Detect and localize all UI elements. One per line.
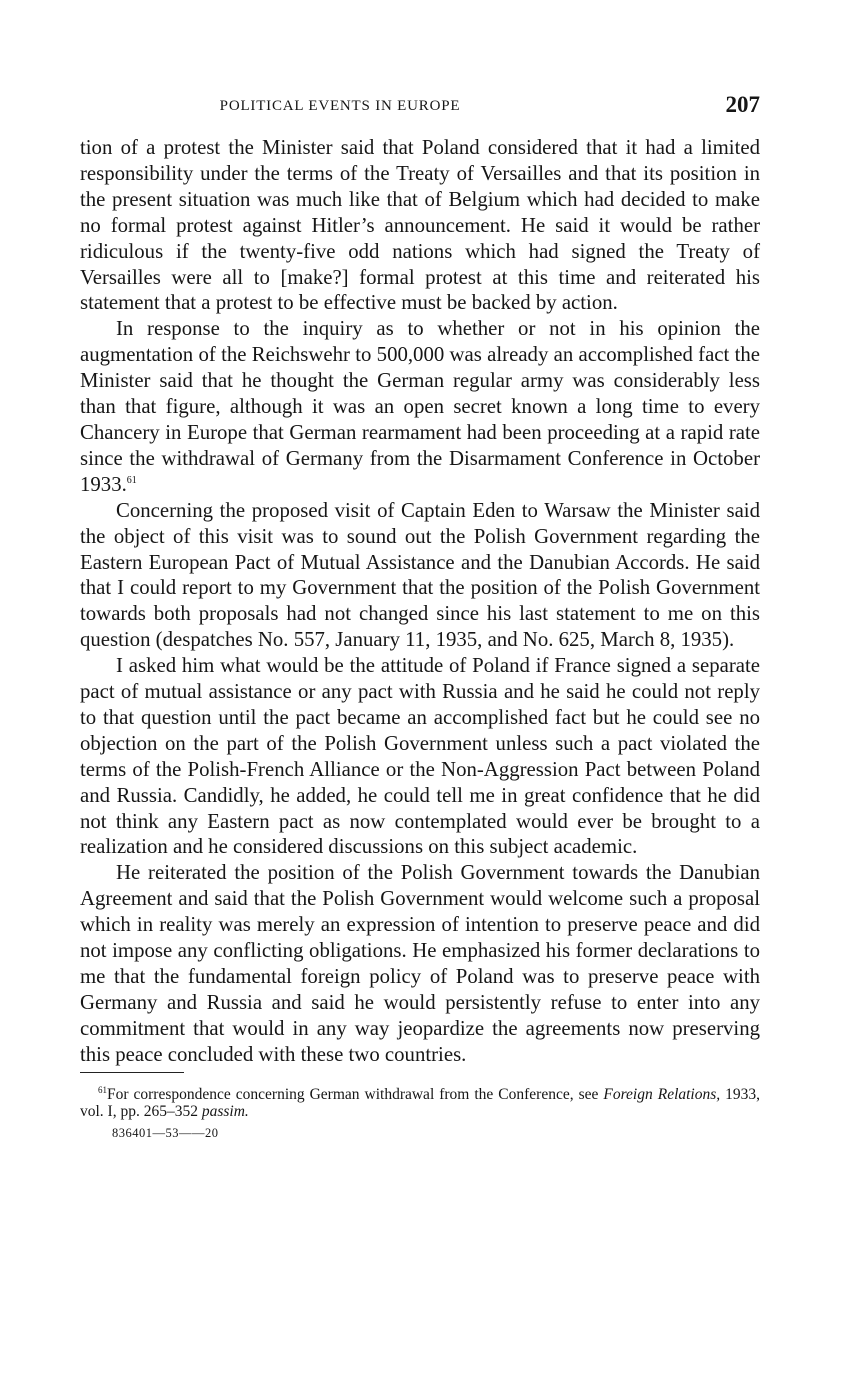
- paragraph-2-text: In response to the inquiry as to whether or not in his opinion the augmentation of the Reichswehr to 500,000 was already an accomplished fact the Minister said that he thought the German regular army was considerably less than that figure, although it was an open secret known a long time to every Chancery in Europe that German rearmament had been proceeding at a rapid rate since the withdrawal of Germany from the Disarmament Conference in October 1933.: [80, 317, 760, 496]
- running-header: [80, 92, 760, 122]
- footnote-number: 61: [98, 1084, 107, 1095]
- footnote-reference: 61: [126, 474, 137, 486]
- footnote-passim: passim.: [201, 1102, 249, 1120]
- print-code: 836401—53——20: [112, 1125, 219, 1140]
- footnote-citation: 1933, vol. I, pp. 265–352: [80, 1085, 761, 1120]
- running-title: POLITICAL EVENTS IN EUROPE: [219, 98, 461, 114]
- paragraph-1-text: tion of a protest the Minister said that Poland considered that it had a limited responsibility under the terms of the Treaty of Versailles and that its position in the present situation was much like that of Belgium which had decided to make no formal protest against Hitler’s announcement. He said it would be rather ridiculous if the twenty-five odd nations which had signed the Treaty of Versailles were all to [make?] formal protest at this time and reiterated his statement that a protest to be effective must be backed by action.: [80, 136, 760, 315]
- paragraph-5-text: He reiterated the position of the Polish Government towards the Danubian Agreement and said that the Polish Government would welcome such a proposal which in reality was merely an expression of intention to preserve peace and did not impose any conflicting obligations. He emphasized his former declarations to me that the fundamental foreign policy of Poland was to preserve peace with Germany and Russia and said he would persistently refuse to enter into any commitment that would in any way jeopardize the agreements now preserving this peace concluded with these two countries.: [80, 861, 760, 1066]
- paragraph-3: [80, 498, 760, 653]
- footnote-publication: Foreign Relations,: [603, 1085, 721, 1103]
- footnote-text: For correspondence concerning German withdrawal from the Conference, see: [107, 1085, 599, 1103]
- page-number: 207: [725, 92, 760, 117]
- body-text: [80, 135, 760, 1068]
- paragraph-1: [80, 135, 760, 316]
- paragraph-5: [80, 860, 760, 1067]
- paragraph-3-text: Concerning the proposed visit of Captain Eden to Warsaw the Minister said the object of this visit was to sound out the Polish Government regarding the Eastern European Pact of Mutual Assistance and the Danubian Accords. He said that I could report to my Government that the position of the Polish Government towards both proposals had not changed since his last statement to me on this question (despatches No. 557, January 11, 1935, and No. 625, March 8, 1935).: [80, 498, 760, 652]
- footnote: [80, 1086, 760, 1120]
- paragraph-2: [80, 316, 760, 497]
- paragraph-4-text: I asked him what would be the attitude of Poland if France signed a separate pact of mutual assistance or any pact with Russia and he said he could not reply to that question until the pact became an accomplished fact but he could see no objection on the part of the Polish Government unless such a pact violated the terms of the Polish-French Alliance or the Non-Aggression Pact between Poland and Russia. Candidly, he added, he could tell me in great confidence that he did not think any Eastern pact as now contemplated would ever be brought to a realization and he considered discussions on this subject academic.: [80, 654, 760, 859]
- paragraph-4: [80, 653, 760, 860]
- document-page: [80, 92, 760, 1141]
- footnote-divider: [80, 1072, 184, 1073]
